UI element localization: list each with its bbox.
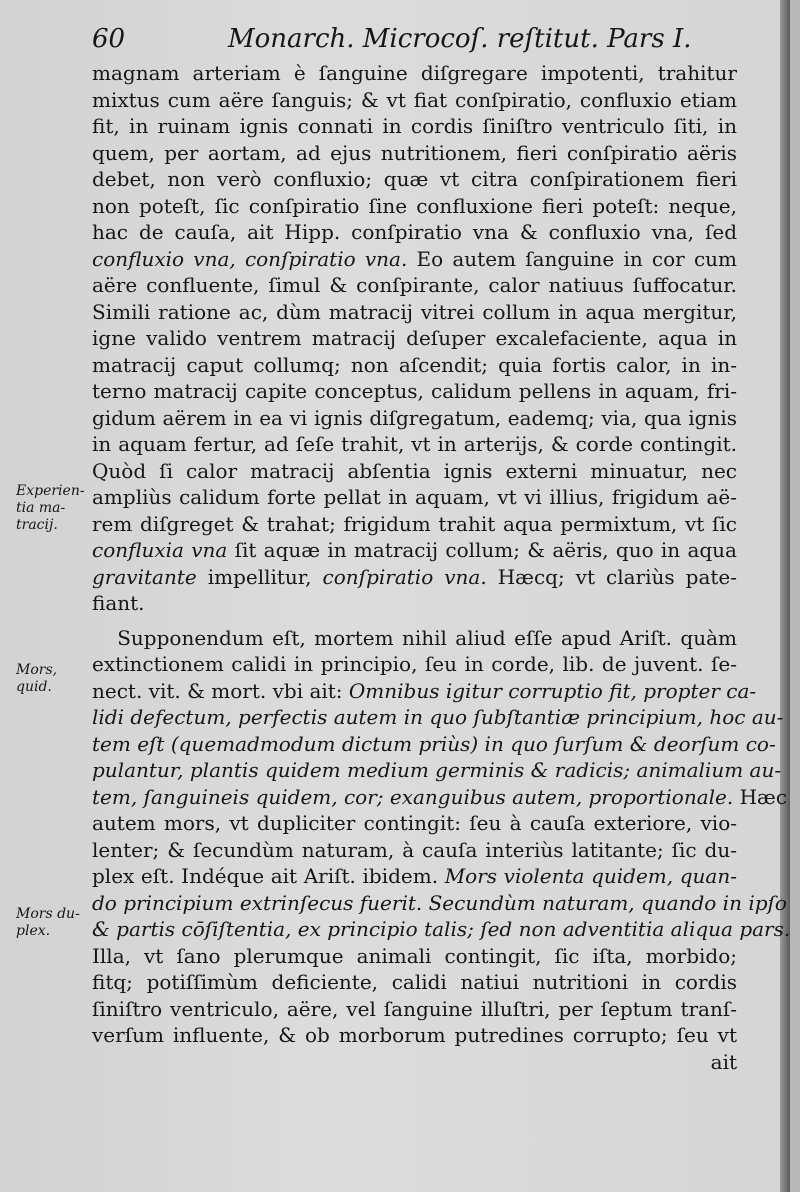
text-line: confluxio vna, conſpiratio vna. Eo autem ſanguine in cor cum <box>92 246 737 271</box>
text-line: verſum influente, & ob morborum putredines corrupto; ſeu vt <box>92 1023 737 1047</box>
text-line: rem diſgreget & trahat; frigidum trahit aqua permixtum, vt ſic <box>92 511 737 536</box>
text-line: Simili ratione ac, dùm matracij vitrei collum in aqua mergitur, <box>92 299 737 324</box>
text-line: pulantur, plantis quidem medium germinis & radicis; animalium au- <box>92 758 782 782</box>
margin-note-experientia <box>16 483 92 534</box>
text-line: igne valido ventrem matracij deſuper excalefaciente, aqua in <box>92 326 737 350</box>
text-line: magnam arteriam è ſanguine diſgregare impotenti, trahitur <box>92 61 737 85</box>
text-line: terno matracij capite conceptus, calidum pellens in aquam, fri- <box>92 379 737 403</box>
text-line: ampliùs calidum forte pellat in aquam, vt vi illius, frigidum aë- <box>92 485 737 509</box>
text-line: autem mors, vt dupliciter contingit: ſeu à cauſa exteriore, vio- <box>92 811 737 835</box>
margin-note-line: Mors, <box>16 662 58 678</box>
catchword: ait <box>710 1049 737 1074</box>
page-edge-shadow <box>780 0 790 1192</box>
page-header <box>92 24 732 64</box>
text-line: do principium extrinſecus fuerit. Secundùm naturam, quando in ipſo <box>92 890 787 915</box>
text-line: quem, per aortam, ad ejus nutritionem, fieri conſpiratio aëris <box>92 140 737 165</box>
text-line: gravitante impellitur, conſpiratio vna. Hæcq; vt clariùs pate- <box>92 564 738 589</box>
text-line: tem, ſanguineis quidem, cor; exanguibus autem, proportionale. Hæc <box>92 784 788 809</box>
page-number: 60 <box>92 24 126 54</box>
text-line: plex eſt. Indéque ait Ariſt. ibidem. Mors violenta quidem, quan- <box>92 864 737 888</box>
text-line: Quòd ſi calor matracij abſentia ignis externi minuatur, nec <box>92 458 737 483</box>
body-text <box>92 60 791 1075</box>
text-line: lidi defectum, perfectis autem in quo ſubſtantiæ principium, hoc au- <box>92 705 784 729</box>
text-line: mixtus cum aëre ſanguis; & vt fiat conſpiratio, confluxio etiam <box>92 87 737 112</box>
text-line: Illa, vt ſano plerumque animali contingit, ſic iſta, morbido; <box>92 943 737 968</box>
text-line: aëre confluente, ſimul & conſpirante, calor natiuus ſuffocatur. <box>92 273 737 297</box>
text-line: extinctionem calidi in principio, ſeu in corde, lib. de juvent. ſe- <box>92 652 737 676</box>
text-line: fit, in ruinam ignis connati in cordis ſiniſtro ventriculo ſiti, in <box>92 114 737 138</box>
margin-note-mors-duplex <box>16 906 92 940</box>
margin-note-line: plex. <box>16 923 51 939</box>
margin-note-mors-quid <box>16 662 92 696</box>
text-line: non poteſt, ſic conſpiratio ſine confluxione fieri poteſt: neque, <box>92 193 737 218</box>
text-line: fiant. <box>92 591 145 615</box>
text-line: Supponendum eſt, mortem nihil aliud eſſe apud Ariſt. quàm <box>117 625 737 650</box>
text-line: ſiniſtro ventriculo, aëre, vel ſanguine illuſtri, per ſeptum tranſ- <box>92 996 737 1021</box>
text-line: lenter; & ſecundùm naturam, à cauſa interiùs latitante; ſic du- <box>92 837 737 862</box>
text-line: hac de cauſa, ait Hipp. conſpiratio vna & confluxio vna, ſed <box>92 220 737 244</box>
text-line: in aquam fertur, ad ſeſe trahit, vt in arterijs, & corde contingit. <box>92 432 737 456</box>
text-line: confluxia vna ſit aquæ in matracij collum; & aëris, quo in aqua <box>92 538 737 562</box>
text-line: tem eſt (quemadmodum dictum priùs) in quo ſurſum & deorſum co- <box>92 731 776 756</box>
text-line: debet, non verò confluxio; quæ vt citra conſpirationem fieri <box>92 167 737 191</box>
text-line: nect. vit. & mort. vbi ait: Omnibus igitur corruptio fit, propter ca- <box>92 678 757 703</box>
margin-note-line: tracij. <box>16 517 58 533</box>
margin-note-line: tia ma- <box>16 500 66 516</box>
text-line: matracij caput collumq; non aſcendit; quia fortis calor, in in- <box>92 352 737 377</box>
margin-note-line: quid. <box>16 679 52 695</box>
margin-note-line: Experien- <box>16 483 85 499</box>
running-title: Monarch. Microcoſ. reſtitut. Pars I. <box>228 24 692 54</box>
paragraph-gap <box>92 617 737 625</box>
text-line: & partis cōſiſtentia, ex principio talis; ſed non adventitia aliqua pars. <box>92 917 791 941</box>
text-line: fitq; potiſſimùm deficiente, calidi natiui nutritioni in cordis <box>92 970 737 994</box>
text-line: gidum aërem in ea vi ignis diſgregatum, eademq; via, qua ignis <box>92 405 737 430</box>
margin-note-line: Mors du- <box>16 906 80 922</box>
